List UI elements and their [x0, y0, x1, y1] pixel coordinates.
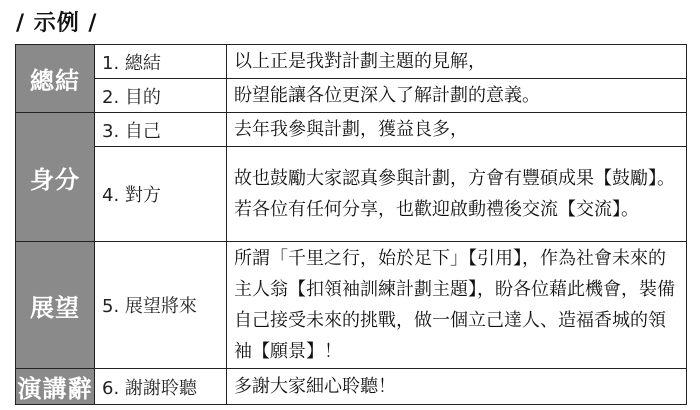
sub-item-cell: 1. 總結 [95, 45, 227, 79]
sub-item-cell: 5. 展望將來 [95, 242, 227, 369]
table-row [16, 147, 687, 242]
category-cell: 展望 [16, 242, 95, 369]
content-cell: 所謂「千里之行，始於足下」【引用】，作為社會未來的主人翁【扣領袖訓練計劃主題】，盼各位藉此機會，裝備自己接受未來的挑戰，做一個立己達人、造福香城的領袖【願景】！ [227, 242, 687, 369]
content-cell: 以上正是我對計劃主題的見解， [227, 45, 687, 79]
table-row [16, 79, 687, 113]
sub-item-cell: 6. 謝謝聆聽 [95, 369, 227, 405]
table-row [16, 113, 687, 147]
content-cell: 多謝大家細心聆聽！ [227, 369, 687, 405]
content-cell: 盼望能讓各位更深入了解計劃的意義。 [227, 79, 687, 113]
content-cell: 去年我參與計劃，獲益良多， [227, 113, 687, 147]
content-cell: 故也鼓勵大家認真參與計劃，方會有豐碩成果【鼓勵】。若各位有任何分享，也歡迎啟動禮後交流【交流】。 [227, 147, 687, 242]
example-heading: / 示例 / [16, 11, 98, 36]
sub-item-cell: 2. 目的 [95, 79, 227, 113]
sub-item-cell: 4. 對方 [95, 147, 227, 242]
category-cell: 身分 [16, 113, 95, 242]
category-cell: 總結 [16, 45, 95, 113]
category-cell: 演講辭 [16, 369, 95, 405]
sub-item-cell: 3. 自己 [95, 113, 227, 147]
table-row [16, 369, 687, 405]
table-row [16, 242, 687, 369]
table-row [16, 45, 687, 79]
speech-structure-table [15, 44, 687, 405]
